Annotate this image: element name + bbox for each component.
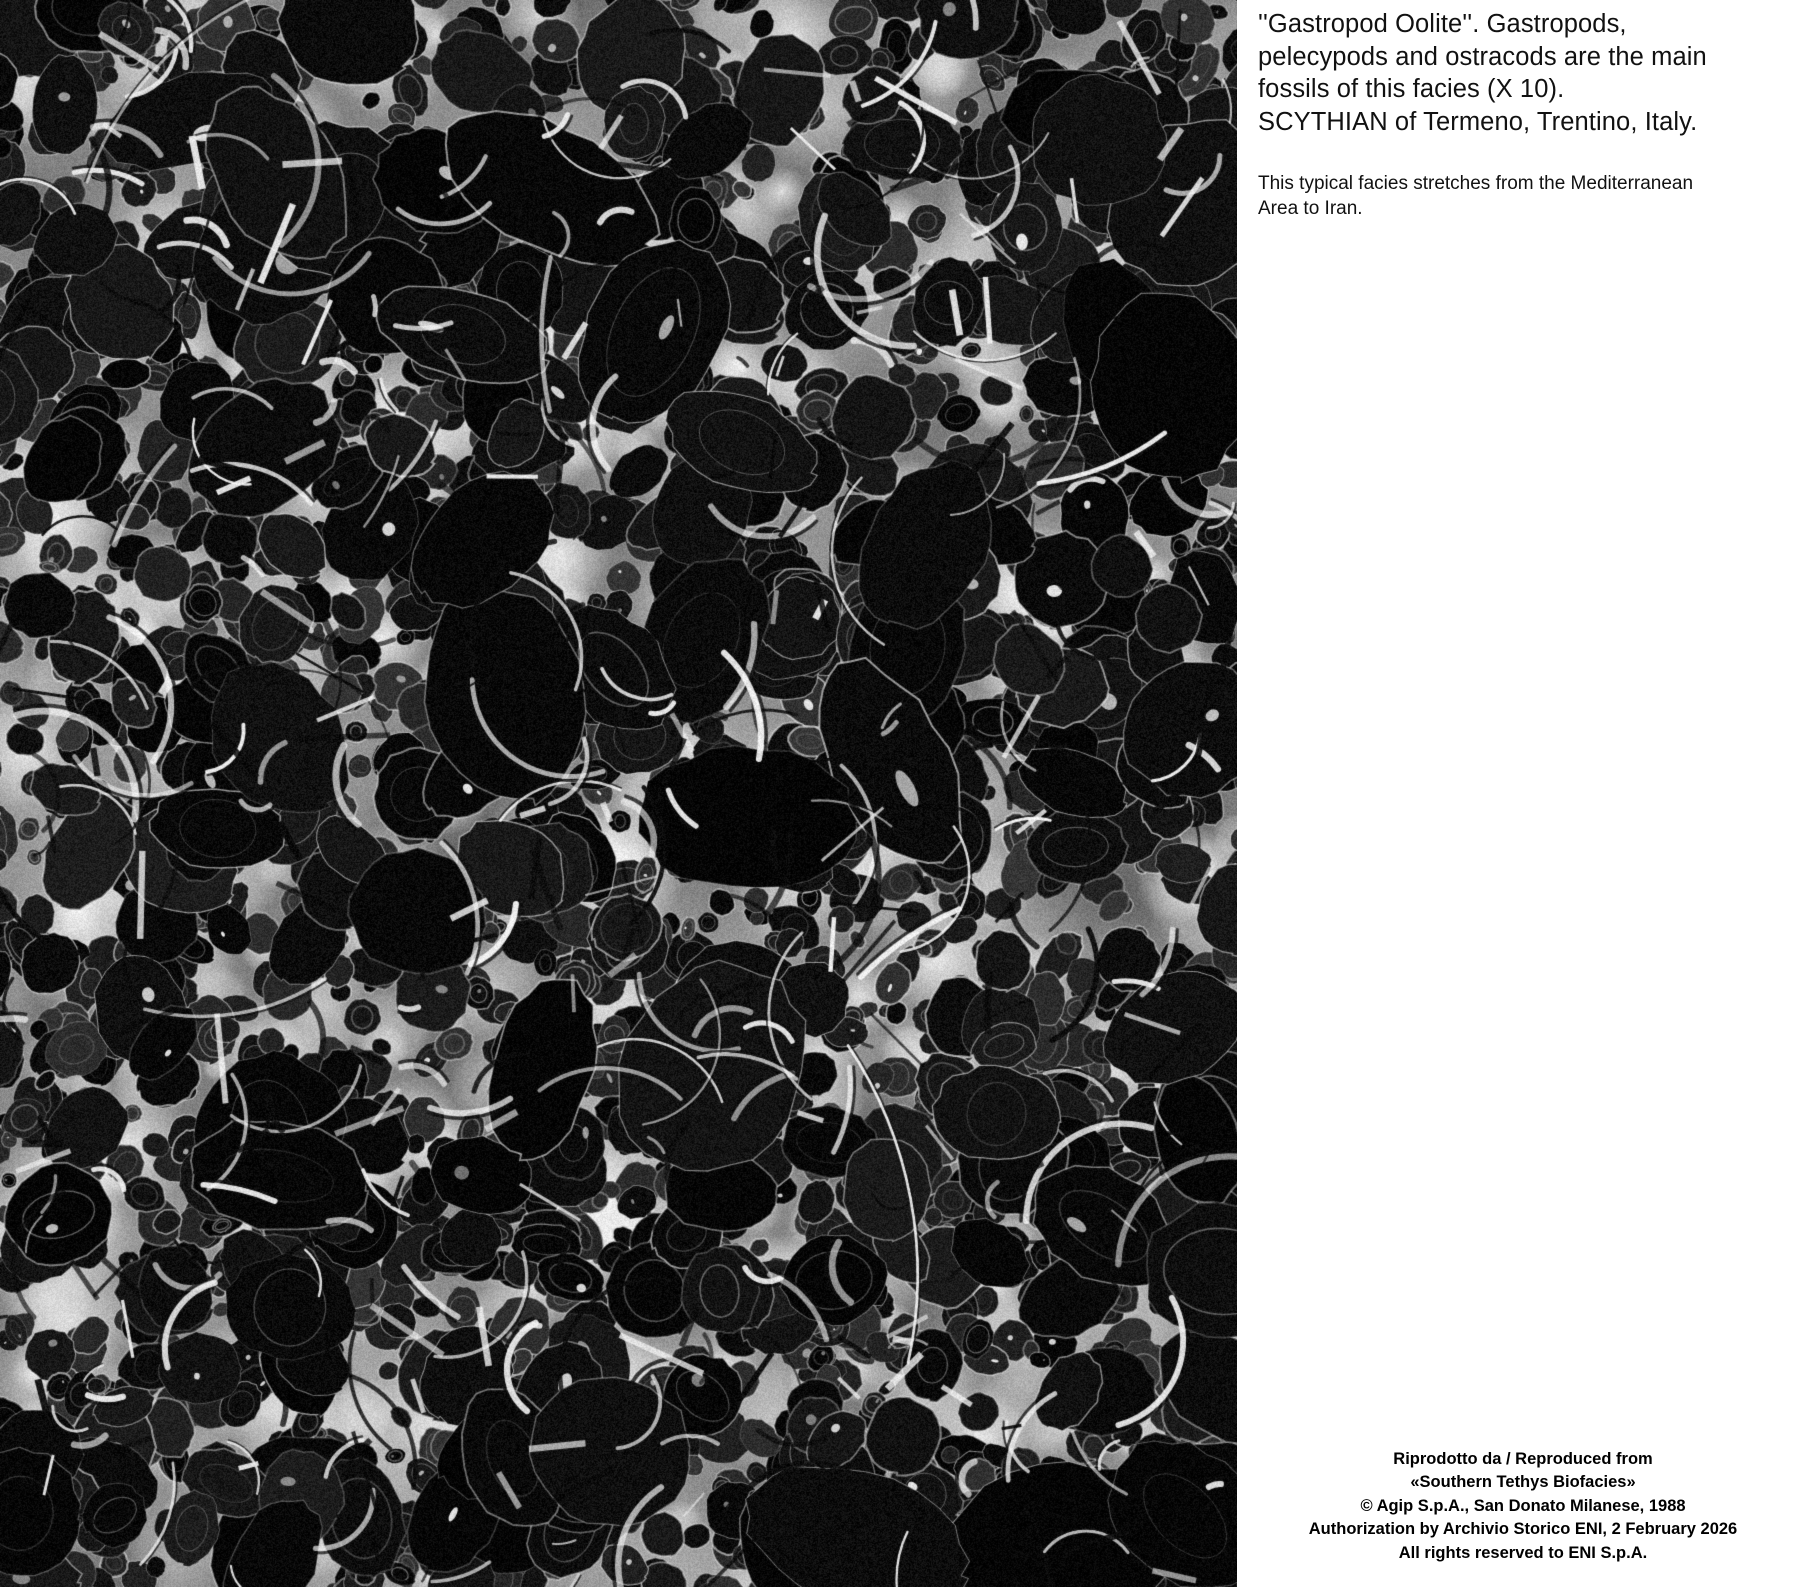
caption-line-2: pelecypods and ostracods are the main (1258, 42, 1707, 71)
credit-block (1258, 1448, 1788, 1566)
caption-note-line-2: Area to Iran. (1258, 197, 1363, 219)
caption-title (1258, 8, 1778, 138)
credit-line-5: All rights reserved to ENI S.p.A. (1398, 1543, 1648, 1562)
credit-line-1: Riprodotto da / Reproduced from (1393, 1449, 1653, 1468)
caption-note-line-1: This typical facies stretches from the Mediterranean (1258, 173, 1694, 194)
caption-line-3: fossils of this facies (X 10). (1258, 75, 1565, 103)
credit-line-2: «Southern Tethys Biofacies» (1410, 1473, 1636, 1491)
credit-line-4: Authorization by Archivio Storico ENI, 2 February 2026 (1308, 1520, 1738, 1538)
caption-line-4: SCYTHIAN of Termeno, Trentino, Italy. (1258, 107, 1698, 136)
credit-line-3: © Agip S.p.A., San Donato Milanese, 1988 (1360, 1496, 1686, 1515)
caption-column (1258, 0, 1788, 1587)
caption-note (1258, 172, 1778, 221)
caption-line-1: ''Gastropod Oolite''. Gastropods, (1258, 10, 1627, 38)
